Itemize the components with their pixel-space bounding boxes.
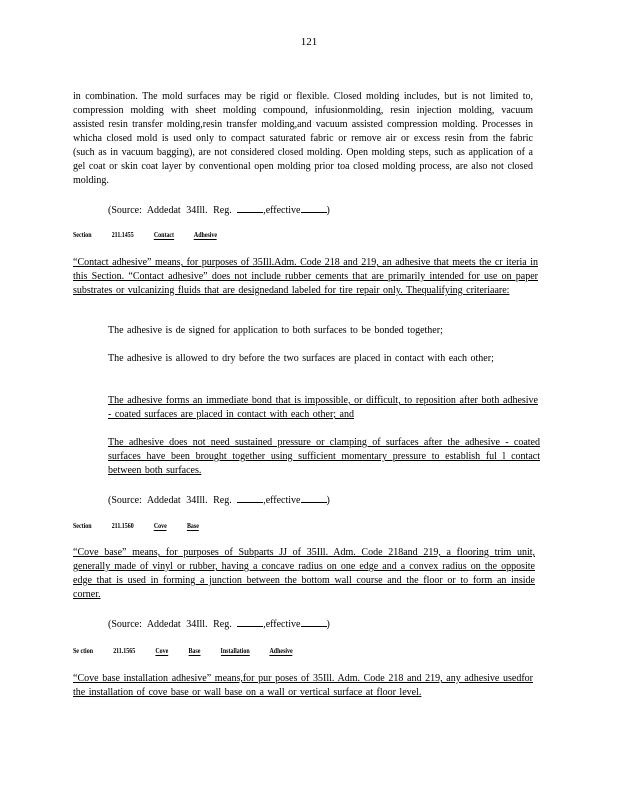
blank-line xyxy=(237,616,263,627)
section-heading-1455: Section 211.1455 Contact Adhesive xyxy=(73,231,218,239)
blank-line xyxy=(301,492,327,503)
criterion-1: The adhesive is de signed for application to both surfaces to be bonded together; xyxy=(108,325,443,336)
source-note-2: (Source: Addedat 34Ill. Reg. ,effective ) xyxy=(108,492,330,508)
blank-line xyxy=(301,616,327,627)
source-note-3: (Source: Addedat 34Ill. Reg. ,effective ) xyxy=(108,616,330,632)
section-heading-1560: Section 211.1560 Cove Base xyxy=(73,522,199,530)
criterion-4: The adhesive does not need sustained pressure or clamping of surfaces after the adhesive - coated surfaces have been brought together using sufficient momentary pressure to establish ful l contact between both surfaces. xyxy=(108,437,540,476)
definition-cove-base: “Cove base” means, for purposes of Subparts JJ of 35Ill. Adm. Code 218and 219, a flooring trim unit, generally made of vinyl or rubber, having a concave radius on one edge and a convex radius on the opposite edge that is used in forming a junction between the bottom wall course and the floor or to form an inside corner. xyxy=(73,547,535,600)
blank-line xyxy=(237,202,263,213)
blank-line xyxy=(237,492,263,503)
criterion-3: The adhesive forms an immediate bond that is impossible, or difficult, to reposition after both adhesive - coated surfaces are placed in contact with each other; and xyxy=(108,395,538,420)
definition-contact-adhesive: “Contact adhesive” means, for purposes of 35Ill.Adm. Code 218 and 219, an adhesive that meets the cr iteria in this Section. “Contact adhesive” does not include rubber cements that are primarily intended for use on paper substrates or vulcanizing fluids that are designedand labeled for tire repair only. Thequalifying criteriaare: xyxy=(73,257,538,296)
criterion-2: The adhesive is allowed to dry before the two surfaces are placed in contact with each other; xyxy=(108,353,494,364)
section-heading-1565: Se ction 211.1565 Cove Base Installation Adhesive xyxy=(73,647,293,655)
paragraph-text: in combination. The mold surfaces may be rigid or flexible. Closed molding includes, but is not limited to, compression molding with sheet molding compound, infusionmolding, resin injection molding, vacuum assisted resin transfer molding,resin transfer molding,and vacuum assisted compression molding. Processes in whicha closed mold is used only to compact saturated fabric or remove air or excess resin from the fabric (such as in vacuum bagging), are not considered closed molding. Open molding steps, such as application of a gel coat or skin coat layer by conventional open molding prior toa closed molding process, are also not closed molding. xyxy=(73,91,533,186)
blank-line xyxy=(301,202,327,213)
source-note-1: (Source: Addedat 34Ill. Reg. ,effective ) xyxy=(108,202,330,218)
page-number: 121 xyxy=(300,36,318,48)
definition-cove-base-installation-adhesive: “Cove base installation adhesive” means,for pur poses of 35Ill. Adm. Code 218 and 219, any adhesive usedfor the installation of cove base or wall base on a wall or vertical surface at floor level. xyxy=(73,673,533,698)
paragraph-closed-molding xyxy=(73,90,533,188)
